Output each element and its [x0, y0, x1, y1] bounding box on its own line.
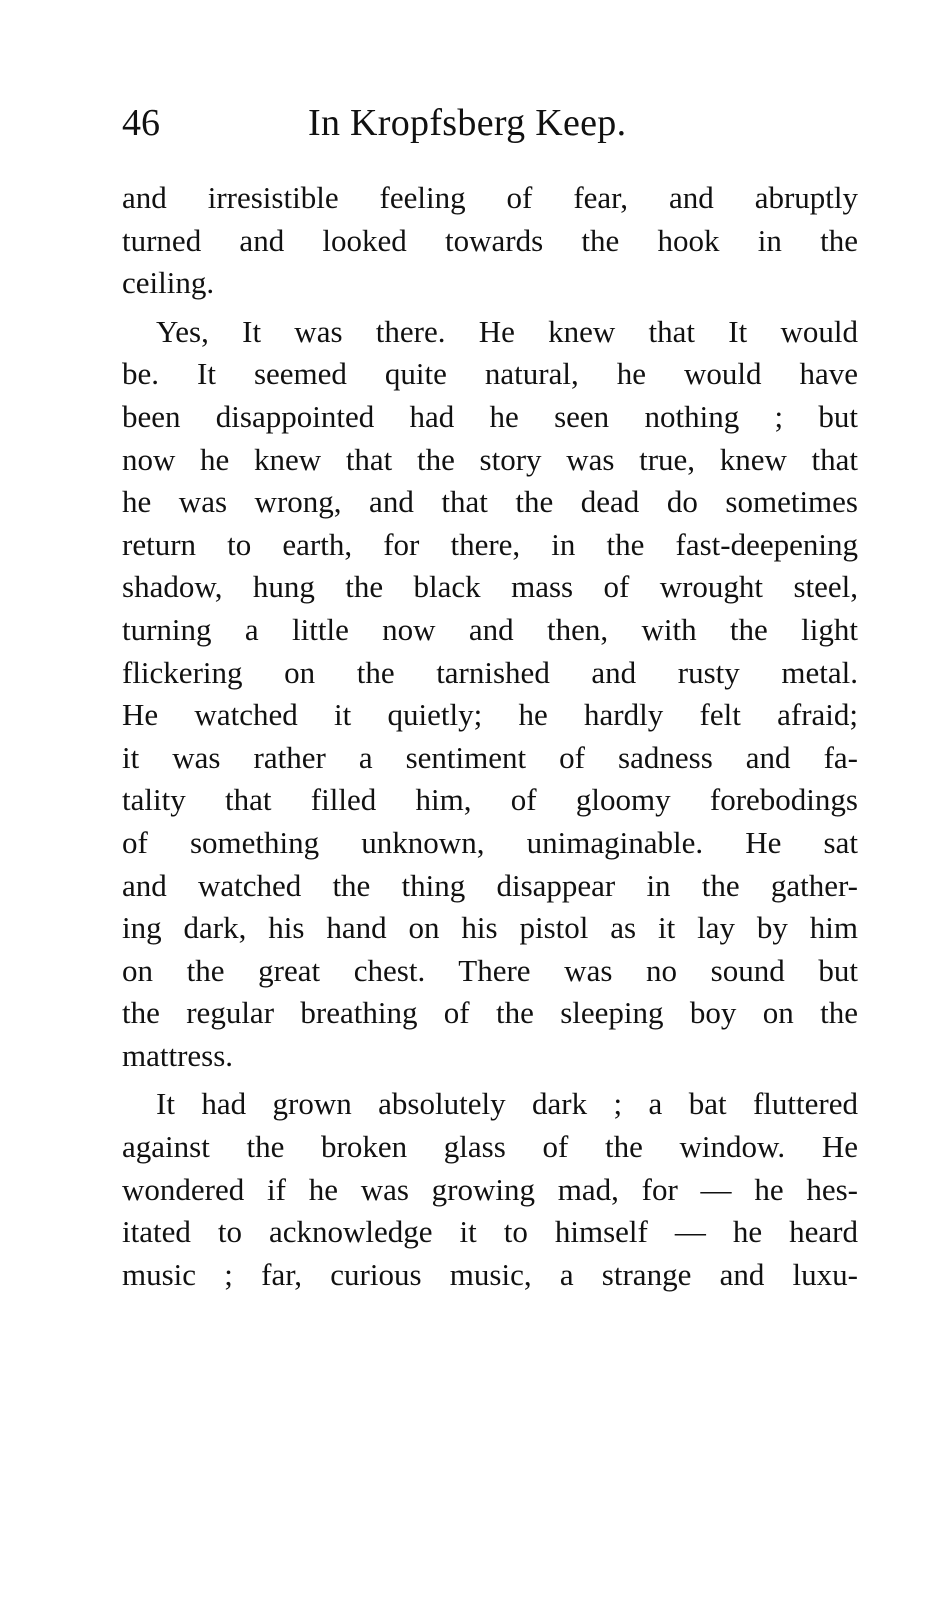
text-line: against the broken glass of the window. He — [122, 1129, 858, 1165]
text-line: it was rather a sentiment of sadness and fa- — [122, 739, 858, 775]
text-line: on the great chest. There was no sound but — [122, 952, 858, 988]
text-line: flickering on the tarnished and rusty metal. — [122, 654, 858, 690]
text-line: the regular breathing of the sleeping boy on the — [122, 995, 858, 1031]
text-line: been disappointed had he seen nothing ; but — [122, 398, 858, 434]
running-title: In Kropfsberg Keep. — [308, 102, 627, 144]
text-line: He watched it quietly; he hardly felt afraid; — [122, 697, 858, 733]
text-line: return to earth, for there, in the fast-deepening — [122, 526, 858, 562]
text-line: he was wrong, and that the dead do sometimes — [122, 484, 858, 520]
text-line: wondered if he was growing mad, for — he hes- — [122, 1171, 858, 1207]
text-line: music ; far, curious music, a strange and luxu- — [122, 1256, 858, 1292]
text-line: Yes, It was there. He knew that It would — [156, 313, 858, 349]
text-line: turning a little now and then, with the light — [122, 611, 858, 647]
text-line: ceiling. — [122, 265, 215, 301]
text-line: and watched the thing disappear in the gather- — [122, 867, 858, 903]
text-line: and irresistible feeling of fear, and abruptly — [122, 180, 858, 215]
text-line: ing dark, his hand on his pistol as it lay by him — [122, 910, 858, 946]
paragraph — [122, 1083, 858, 1296]
text-line: now he knew that the story was true, knew that — [122, 441, 858, 477]
text-line: of something unknown, unimaginable. He sat — [122, 824, 858, 860]
text-line: shadow, hung the black mass of wrought steel, — [122, 569, 858, 605]
text-line: It had grown absolutely dark ; a bat fluttered — [156, 1086, 858, 1122]
page-number: 46 — [122, 102, 160, 144]
text-line: be. It seemed quite natural, he would have — [122, 356, 858, 392]
body-text — [122, 177, 858, 1296]
text-line: itated to acknowledge it to himself — he heard — [122, 1214, 858, 1250]
page-header — [122, 98, 858, 148]
paragraph — [122, 311, 858, 1078]
text-line: tality that filled him, of gloomy forebodings — [122, 782, 858, 818]
text-line: mattress. — [122, 1037, 234, 1073]
text-line: turned and looked towards the hook in the — [122, 222, 858, 258]
paragraph — [122, 177, 858, 305]
